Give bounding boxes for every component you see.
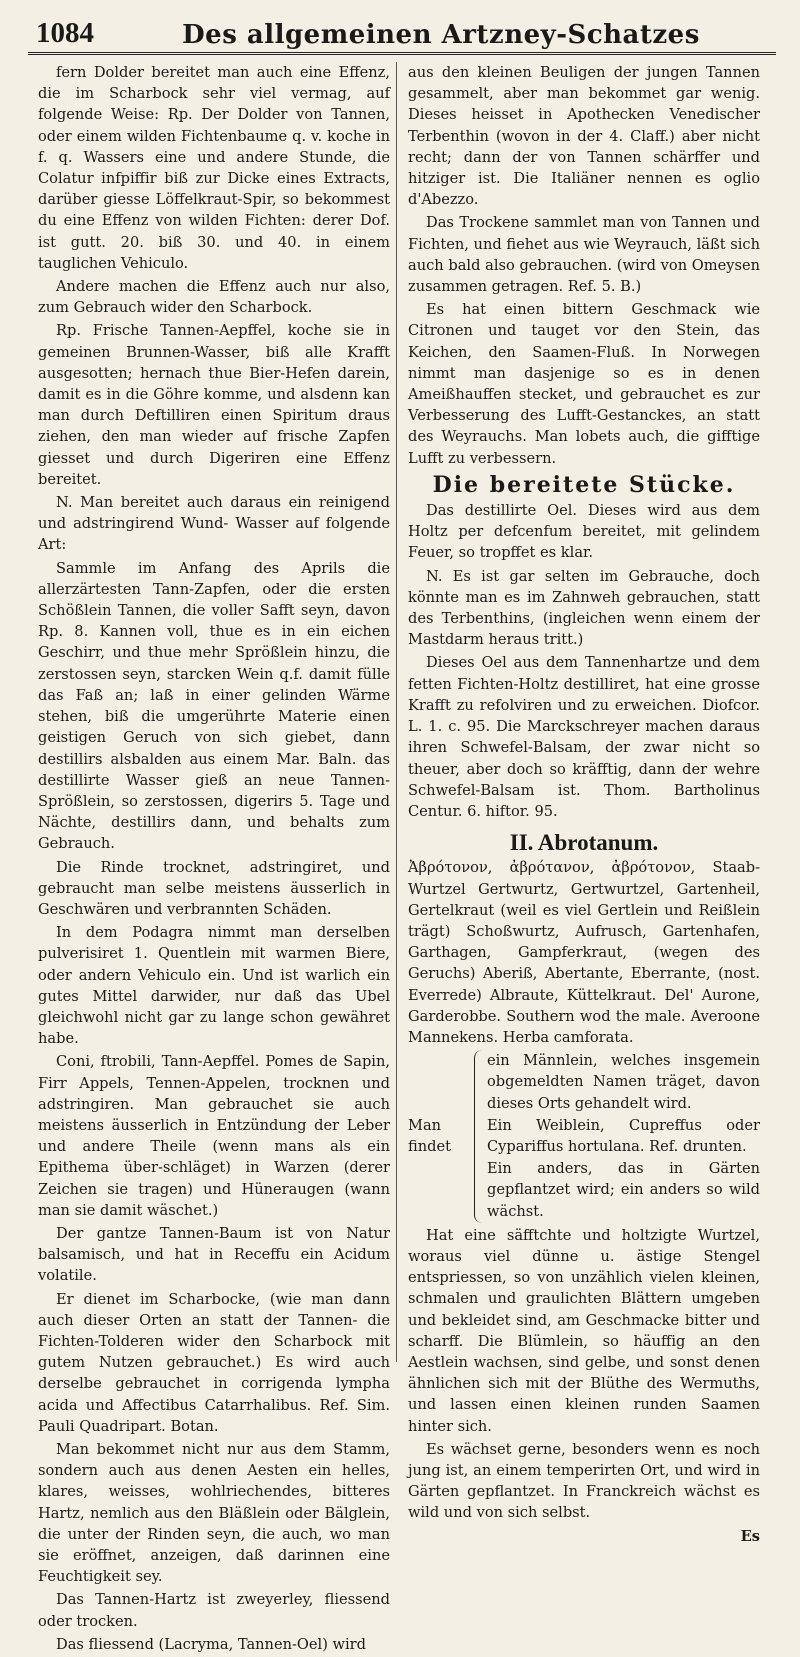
paragraph: Das Trockene sammlet man von Tannen und Fichten, und fiehet aus wie Weyrauch, läßt sich auch bald also gebrauchen. (wird von Omeysen zusammen getragen. Ref. 5. B.) xyxy=(408,214,760,296)
page-header xyxy=(36,10,776,50)
paragraph: Das destillirte Oel. Dieses wird aus dem Holtz per defcenfum bereitet, mit gelindem Feuer, so tropffet es klar. xyxy=(408,502,760,562)
paragraph: fern Dolder bereitet man auch eine Effenz, die im Scharbock sehr viel vermag, auf folgende Weise: Rp. Der Dolder von Tannen, oder einem wilden Fichtenbaume q. v. koche in f. q. Wassers eine und andere Stunde, die Colatur infpiffir biß zur Dicke eines Extracts, darüber giesse Löffelkraut-Spir, so bekommest du eine Effenz von wilden Fichten: derer Dof. ist gutt. 20. biß 30. und 40. in einem tauglichen Vehiculo. xyxy=(38,64,390,272)
paragraph: Coni, ftrobili, Tann-Aepffel. Pomes de Sapin, Firr Appels, Tennen-Appelen, trocknen und adstringiren. Man gebrauchet sie auch meistens äusserlich in Entzündung der Leber und andere Theile (wenn mans als ein Epithema über-schläget) in Warzen (derer Zeichen sie tragen) und Hüneraugen (wann man sie damit wäschet.) xyxy=(38,1053,390,1219)
paragraph: Sammle im Anfang des Aprils die allerzärtesten Tann-Zapfen, oder die ersten Schößlein Tannen, die voller Safft seyn, davon Rp. 8. Kannen voll, thue es in ein eichen Geschirr, und thue mehr Sprößlein hinzu, die zerstossen seyn, starcken Wein q.f. damit fülle das Faß an; laß in einer gelinden Wärme stehen, biß die umgerührte Materie einen geistigen Geruch von sich giebet, dann destillirs alsbalden aus einem Mar. Baln. das destillirte Wasser gieß an neue Tannen-Sprößlein, so zerstossen, digerirs 5. Tage und Nächte, destillirs dann, und behalts zum Gebrauch. xyxy=(38,559,390,853)
left-column xyxy=(38,62,390,1657)
paragraph: Es hat einen bittern Geschmack wie Citronen und tauget vor den Stein, das Keichen, den Saamen-Fluß. In Norwegen nimmt man dasjenige so es in denen Ameißhauffen stecket, und gebrauchet es zur Verbesserung des Lufft-Gestanckes, an statt des Weyrauchs. Man lobets auch, die gifftige Lufft zu verbessern. xyxy=(408,301,760,467)
paragraph: Die Rinde trocknet, adstringiret, und gebraucht man selbe meistens äusserlich in Geschwären und verbrannten Schäden. xyxy=(38,858,390,918)
synonym-list xyxy=(487,1050,760,1223)
paragraph: Dieses Oel aus dem Tannenhartze und dem fetten Fichten-Holtz destilliret, hat eine grosse Krafft zu refolviren und zu erweichen. Diofcor. L. 1. c. 95. Die Marckschreyer machen daraus ihren Schwefel-Balsam, der zwar nicht so theuer, aber doch so kräfftig, dann der wehre Schwefel-Balsam ist. Thom. Bartholinus Centur. 6. hiftor. 95. xyxy=(408,654,760,820)
entry-body: Ἀβρότονον, ἀβρότανον, ἀβρότονον, Staab-Wurtzel Gertwurtz, Gertwurtzel, Gartenheil, Gertelkraut (weil es viel Gertlein und Reißlein trägt) Schoßwurtz, Aufrusch, Gartenhafen, Garthagen, Gampferkraut, (wegen des Geruchs) Aberiß, Abertante, Eberrante, (nost. Everrede) Albraute, Küttelkraut. Del' Aurone, Garderobbe. Southern wod the male. Averoone Mannekens. Herba camforata. xyxy=(408,859,760,1046)
synonym-item: Ein Weiblein, Cupreffus oder Cypariffus hortulana. Ref. drunten. xyxy=(487,1116,760,1155)
paragraph: N. Es ist gar selten im Gebrauche, doch könnte man es im Zahnweh gebrauchen, statt des Terbenthins, (ingleichen wenn einem der Mastdarm heraus tritt.) xyxy=(408,567,760,649)
synonym-lead: Man findet xyxy=(408,1117,451,1156)
synonym-item: ein Männlein, welches insgemein obgemeldten Namen träget, davon dieses Orts gehandelt wird. xyxy=(487,1052,760,1112)
header-rule xyxy=(28,52,776,55)
brace-mark xyxy=(474,1050,483,1223)
paragraph: aus den kleinen Beuligen der jungen Tannen gesammelt, aber man bekommet gar wenig. Dieses heisset in Apothecken Venedischer Terbenthin (wovon in der 4. Claff.) aber nicht recht; dann der von Tannen schärffer und hitziger ist. Die Italiäner nennen es oglio d'Abezzo. xyxy=(408,64,760,209)
paragraph: Das Tannen-Hartz ist zweyerley, fliessend oder trocken. xyxy=(38,1591,390,1630)
synonym-group xyxy=(408,1050,760,1223)
paragraph: Das fliessend (Lacryma, Tannen-Oel) wird xyxy=(56,1635,367,1653)
column-divider xyxy=(396,62,397,1362)
paragraph: Hat eine säfftchte und holtzigte Wurtzel, woraus viel dünne u. ästige Stengel entspriessen, so von unzählich vielen kleinen, schmalen und graulichten Blättern umgeben und bekleidet sind, am Geschmacke bitter und scharff. Die Blümlein, so häuffig an den Aestlein wachsen, sind gelbe, und sonst denen ähnlichen sich mit der Blüthe des Wermuths, und lassen einen kleinen runden Saamen hinter sich. xyxy=(408,1226,760,1435)
right-column xyxy=(408,62,760,1549)
synonym-item: Ein anders, das in Gärten gepflantzet wird; ein anders so wild wächst. xyxy=(487,1160,760,1220)
paragraph: In dem Podagra nimmt man derselben pulverisiret 1. Quentlein mit warmen Biere, oder andern Vehiculo ein. Und ist warlich ein gutes Mittel darwider, nur daß das Ubel gleichwohl nicht gar zu lange schon gewähret habe. xyxy=(38,924,390,1048)
paragraph: Der gantze Tannen-Baum ist von Natur balsamisch, und hat in Receffu ein Acidum volatile. xyxy=(38,1224,390,1285)
catchword: Es xyxy=(740,1527,760,1545)
paragraph: N. Man bereitet auch daraus ein reinigend und adstringirend Wund- Wasser auf folgende Art: xyxy=(38,494,390,554)
section-heading: Die bereitete Stücke. xyxy=(432,471,736,498)
paragraph: Er dienet im Scharbocke, (wie man dann auch dieser Orten an statt der Tannen- die Fichten-Tolderen wider den Scharbock mit gutem Nutzen gebrauchet.) Es wird auch derselbe gebrauchet in corrigenda lympha acida und Affectibus Catarrhalibus. Ref. Sim. Pauli Quadripart. Botan. xyxy=(38,1290,390,1435)
paragraph: Andere machen die Effenz auch nur also, zum Gebrauch wider den Scharbock. xyxy=(38,278,390,317)
paragraph: Man bekommet nicht nur aus dem Stamm, sondern auch aus denen Aesten ein helles, klares, weisses, wohlriechendes, bitteres Hartz, nemlich aus den Bläßlein oder Bälglein, die unter der Rinden seyn, die auch, wo man sie eröffnet, anzeigen, daß darinnen eine Feuchtigkeit sey. xyxy=(38,1441,390,1586)
running-title: Des allgemeinen Artzney-Schatzes xyxy=(182,20,700,50)
paragraph: Rp. Frische Tannen-Aepffel, koche sie in gemeinen Brunnen-Wasser, biß alle Krafft ausgesotten; hernach thue Bier-Hefen darein, damit es in die Göhre komme, und alsdenn kan man durch Deftilliren einen Spiritum draus ziehen, den man wieder auf frische Zapfen giesset und durch Digeriren eine Effenz bereitet. xyxy=(38,322,390,488)
paragraph: Es wächset gerne, besonders wenn es noch jung ist, an einem temperirten Ort, und wird in Gärten gepflantzet. In Franckreich wächst es wild und von sich selbst. xyxy=(408,1440,760,1522)
entry-heading: II. Abrotanum. xyxy=(509,830,659,856)
page-number: 1084 xyxy=(36,17,94,49)
